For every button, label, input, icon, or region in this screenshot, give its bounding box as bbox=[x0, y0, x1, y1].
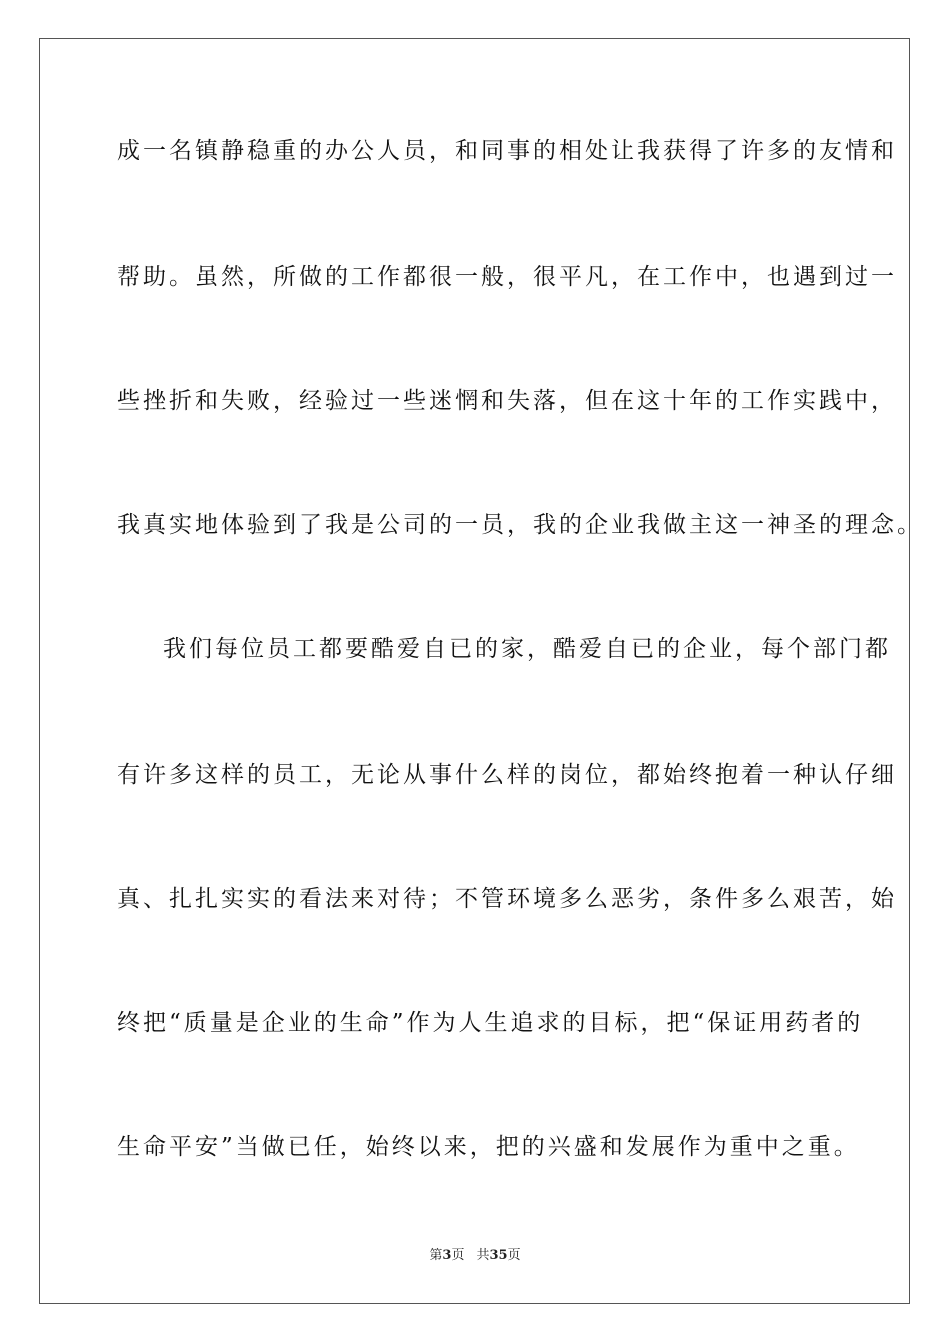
text-line-6: 有许多这样的员工，无论从事什么样的岗位，都始终抱着一种认仔细 bbox=[117, 762, 897, 788]
text-line-3: 些挫折和失败，经验过一些迷惘和失落，但在这十年的工作实践中， bbox=[117, 388, 897, 414]
total-suffix: 页 bbox=[507, 1248, 521, 1263]
page-footer bbox=[0, 1247, 950, 1265]
text-line-4: 我真实地体验到了我是公司的一员，我的企业我做主这一神圣的理念。 bbox=[117, 512, 923, 538]
page-frame bbox=[39, 38, 923, 1304]
page-number: 3 bbox=[442, 1248, 452, 1263]
total-prefix: 共 bbox=[476, 1248, 490, 1263]
text-line-7: 真、扎扎实实的看法来对待；不管环境多么恶劣，条件多么艰苦，始 bbox=[117, 886, 897, 912]
text-line-9: 生命平安”当做已任，始终以来，把的兴盛和发展作为重中之重。 bbox=[117, 1134, 860, 1160]
text-line-5-paragraph-start: 我们每位员工都要酷爱自已的家，酷爱自已的企业，每个部门都 bbox=[163, 636, 891, 662]
text-line-8: 终把“质量是企业的生命”作为人生追求的目标，把“保证用药者的 bbox=[117, 1010, 864, 1036]
text-line-2: 帮助。虽然，所做的工作都很一般，很平凡，在工作中，也遇到过一 bbox=[117, 264, 897, 290]
page-suffix: 页 bbox=[451, 1248, 465, 1263]
text-line-1: 成一名镇静稳重的办公人员，和同事的相处让我获得了许多的友情和 bbox=[117, 138, 897, 164]
total-pages: 35 bbox=[489, 1248, 508, 1263]
page-prefix: 第 bbox=[429, 1248, 443, 1263]
